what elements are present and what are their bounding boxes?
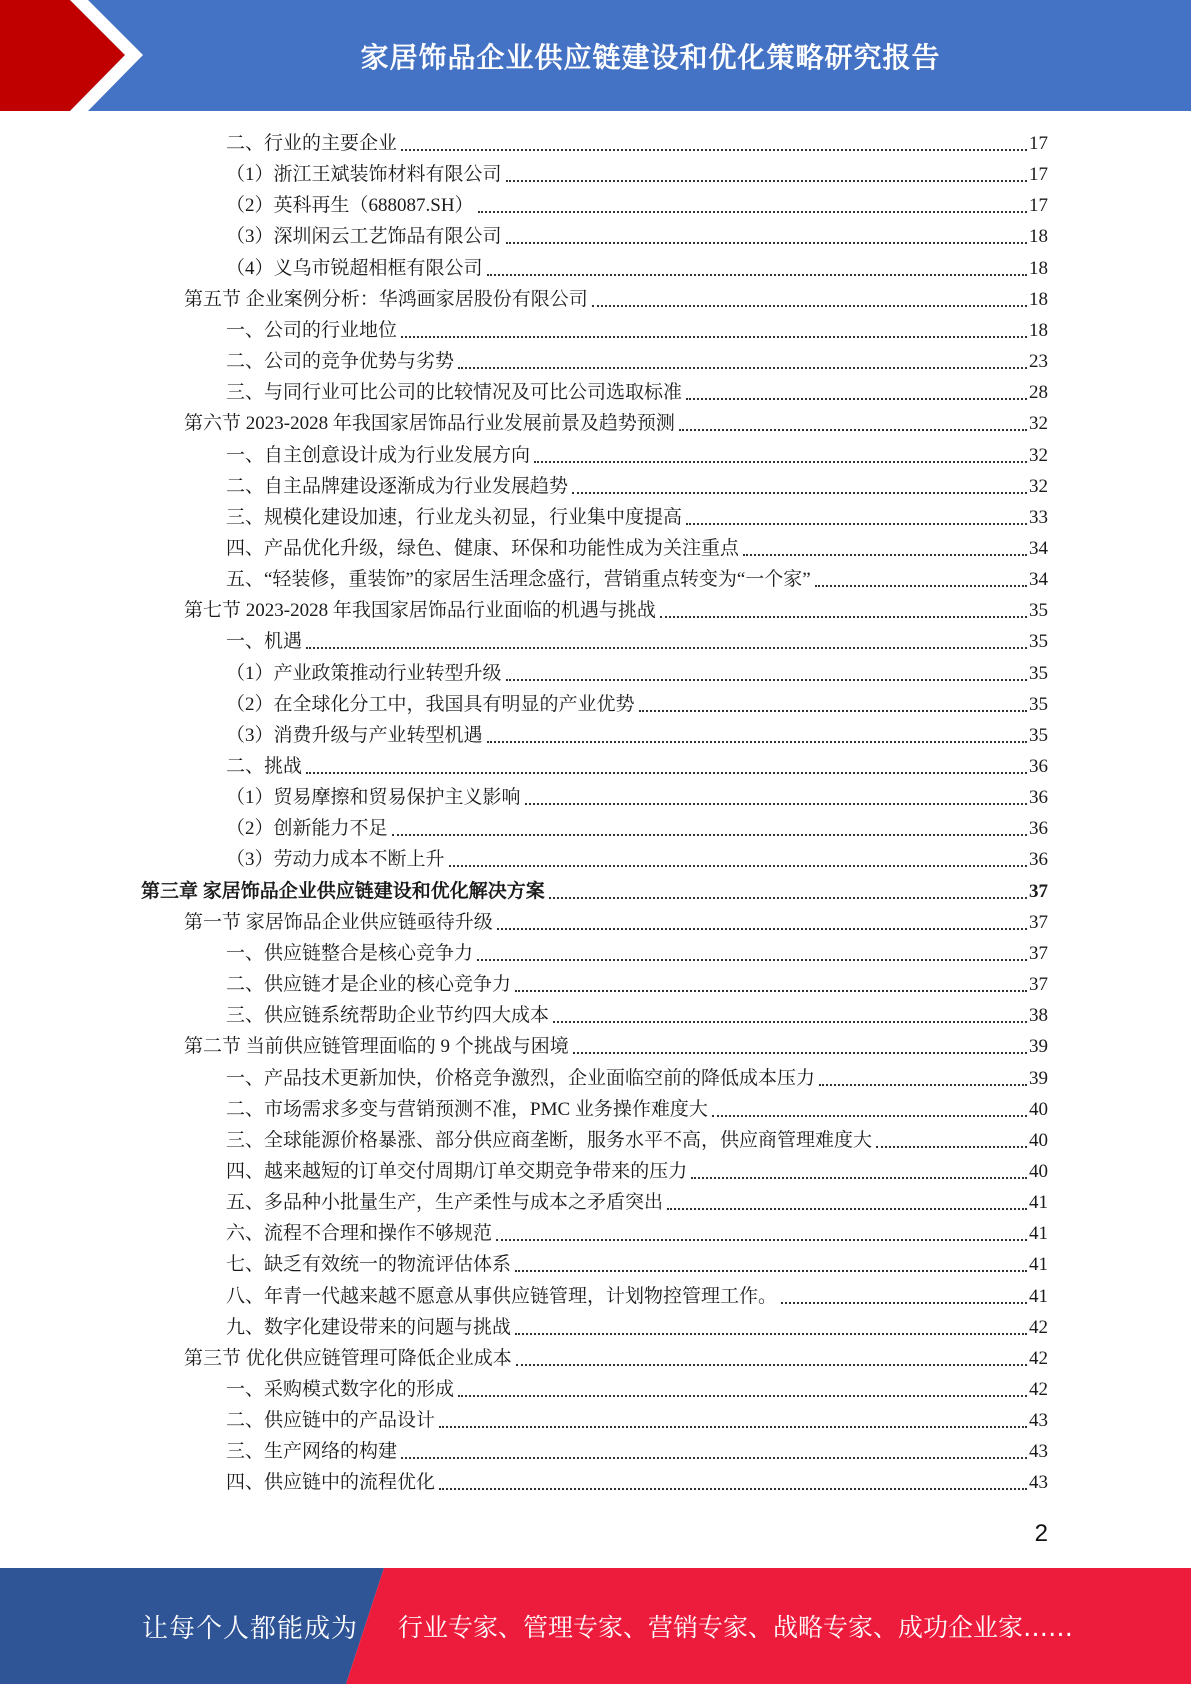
toc-entry[interactable] <box>226 502 1048 533</box>
toc-entry-label: 九、数字化建设带来的问题与挑战 <box>226 1316 512 1338</box>
toc-dot-leader <box>781 1301 1027 1304</box>
toc-entry[interactable] <box>226 1063 1048 1094</box>
toc-dot-leader <box>679 428 1027 431</box>
toc-dot-leader <box>573 1051 1027 1054</box>
toc-entry-label: 一、机遇 <box>226 631 303 653</box>
toc-entry[interactable] <box>226 1312 1048 1343</box>
toc-dot-leader <box>506 241 1027 244</box>
toc-entry-label: 第六节 2023-2028 年我国家居饰品行业发展前景及趋势预测 <box>184 413 675 435</box>
toc-entry-label: 二、自主品牌建设逐渐成为行业发展趋势 <box>226 475 569 497</box>
toc-entry-label: 一、采购模式数字化的形成 <box>226 1379 455 1400</box>
toc-entry[interactable] <box>226 1467 1048 1498</box>
toc-dot-leader <box>515 989 1027 992</box>
toc-dot-leader <box>592 304 1027 307</box>
toc-entry[interactable] <box>226 1218 1048 1249</box>
toc-entry-page: 35 <box>1029 693 1048 715</box>
toc-entry[interactable] <box>226 533 1048 564</box>
toc-entry[interactable] <box>226 377 1048 408</box>
toc-dot-leader <box>401 335 1027 338</box>
toc-entry-page: 32 <box>1029 444 1048 466</box>
toc-entry-page: 42 <box>1029 1316 1048 1338</box>
toc-dot-leader <box>401 148 1027 151</box>
toc-entry-label: 三、供应链系统帮助企业节约四大成本 <box>226 1005 550 1027</box>
toc-entry-page: 43 <box>1029 1441 1048 1463</box>
toc-entry-page: 17 <box>1029 195 1048 217</box>
toc-dot-leader <box>306 646 1027 649</box>
toc-entry-page: 39 <box>1029 1036 1048 1058</box>
footer-slogan-left: 让每个人都能成为 <box>142 1613 359 1644</box>
toc-dot-leader <box>686 397 1027 400</box>
toc-entry-page: 43 <box>1029 1410 1048 1432</box>
toc-dot-leader <box>712 1114 1027 1117</box>
toc-entry-page: 36 <box>1029 756 1048 777</box>
toc-entry-label: （2）创新能力不足 <box>226 818 388 840</box>
toc-entry-page: 18 <box>1029 257 1048 279</box>
toc-entry-page: 17 <box>1029 133 1048 154</box>
toc-entry-page: 34 <box>1029 569 1048 591</box>
toc-entry-label: （4）义乌市锐超相框有限公司 <box>226 257 483 279</box>
toc-entry-page: 37 <box>1029 911 1048 933</box>
toc-entry-page: 17 <box>1029 164 1048 186</box>
toc-entry[interactable] <box>226 564 1048 595</box>
toc-entry[interactable] <box>226 471 1048 502</box>
toc-entry-label: （1）贸易摩擦和贸易保护主义影响 <box>226 787 521 809</box>
toc-entry-label: 第五节 企业案例分析：华鸿画家居股份有限公司 <box>184 288 588 310</box>
toc-entry[interactable] <box>226 969 1048 1000</box>
toc-entry[interactable] <box>226 751 1048 782</box>
toc-entry-page: 35 <box>1029 600 1048 622</box>
toc-entry[interactable] <box>184 1031 1048 1062</box>
toc-entry[interactable] <box>226 1187 1048 1218</box>
toc-dot-leader <box>439 1425 1027 1428</box>
toc-entry[interactable] <box>226 1000 1048 1031</box>
toc-dot-leader <box>487 273 1027 276</box>
toc-entry[interactable] <box>184 408 1048 439</box>
page-header <box>0 0 1191 111</box>
toc-dot-leader <box>553 1020 1027 1023</box>
toc-entry[interactable] <box>226 1249 1048 1280</box>
toc-entry-label: 八、年青一代越来越不愿意从事供应链管理，计划物控管理工作。 <box>226 1285 778 1307</box>
toc-entry-label: 第一节 家居饰品企业供应链亟待升级 <box>184 911 493 933</box>
toc-dot-leader <box>439 1487 1027 1490</box>
toc-entry-label: （3）消费升级与产业转型机遇 <box>226 724 483 746</box>
toc-entry-label: 六、流程不合理和操作不够规范 <box>226 1223 493 1245</box>
toc-entry-page: 37 <box>1029 942 1048 964</box>
toc-dot-leader <box>497 927 1027 930</box>
toc-entry-page: 36 <box>1029 818 1048 840</box>
toc-entry-label: 第二节 当前供应链管理面临的 9 个挑战与困境 <box>184 1036 569 1058</box>
toc-dot-leader <box>572 491 1027 494</box>
toc-dot-leader <box>515 1269 1027 1272</box>
toc-entry-page: 36 <box>1029 849 1048 871</box>
toc-dot-leader <box>819 1083 1027 1086</box>
toc-entry-label: 四、越来越短的订单交付周期/订单交期竞争带来的压力 <box>226 1160 688 1182</box>
toc-dot-leader <box>691 1176 1027 1179</box>
toc-entry-label: （3）劳动力成本不断上升 <box>226 849 445 871</box>
toc-entry-page: 40 <box>1029 1129 1048 1151</box>
toc-entry[interactable] <box>226 253 1048 284</box>
toc-entry-label: 四、产品优化升级，绿色、健康、环保和功能性成为关注重点 <box>226 537 740 559</box>
toc-entry-label: 二、市场需求多变与营销预测不准，PMC 业务操作难度大 <box>226 1098 708 1120</box>
toc-entry-page: 40 <box>1029 1098 1048 1120</box>
toc-dot-leader <box>487 740 1027 743</box>
toc-entry-page: 41 <box>1029 1254 1048 1276</box>
toc-entry-page: 39 <box>1029 1067 1048 1089</box>
toc-dot-leader <box>639 709 1027 712</box>
toc-entry-label: 一、供应链整合是核心竞争力 <box>226 942 474 964</box>
toc-entry-label: 一、产品技术更新加快，价格竞争激烈，企业面临空前的降低成本压力 <box>226 1067 816 1089</box>
toc-entry-page: 35 <box>1029 631 1048 653</box>
toc-dot-leader <box>458 366 1027 369</box>
toc-entry-label: 第三章 家居饰品企业供应链建设和优化解决方案 <box>141 880 545 902</box>
toc-dot-leader <box>667 1207 1027 1210</box>
toc-entry-page: 43 <box>1029 1472 1048 1494</box>
toc-entry-label: 三、与同行业可比公司的比较情况及可比公司选取标准 <box>226 382 683 404</box>
toc-dot-leader <box>306 771 1027 774</box>
header-arrow-decoration <box>0 0 160 111</box>
toc-entry-label: 二、行业的主要企业 <box>226 133 398 154</box>
toc-entry-label: （1）产业政策推动行业转型升级 <box>226 662 502 684</box>
toc-entry-page: 34 <box>1029 537 1048 559</box>
toc-entry[interactable] <box>226 1436 1048 1467</box>
toc-entry-label: 二、挑战 <box>226 756 303 777</box>
toc-entry-label: 一、公司的行业地位 <box>226 319 398 341</box>
toc-entry[interactable] <box>226 782 1048 813</box>
toc-entry-page: 32 <box>1029 413 1048 435</box>
toc-dot-leader <box>478 210 1027 213</box>
toc-dot-leader <box>506 678 1027 681</box>
toc-entry-page: 41 <box>1029 1223 1048 1245</box>
toc-entry[interactable] <box>184 907 1048 938</box>
toc-entry[interactable] <box>226 128 1048 159</box>
toc-entry[interactable] <box>226 938 1048 969</box>
toc-entry[interactable] <box>226 159 1048 190</box>
toc-entry-label: 三、生产网络的构建 <box>226 1441 398 1463</box>
toc-entry-label: （2）在全球化分工中，我国具有明显的产业优势 <box>226 693 635 715</box>
toc-dot-leader <box>876 1145 1027 1148</box>
toc-entry[interactable] <box>226 221 1048 252</box>
footer-slogan-right: 行业专家、管理专家、营销专家、战略专家、成功企业家…… <box>398 1613 1074 1642</box>
toc-dot-leader <box>458 1394 1027 1397</box>
toc-entry-label: 五、“轻装修，重装饰”的家居生活理念盛行，营销重点转变为“一个家” <box>226 569 811 591</box>
toc-entry[interactable] <box>226 440 1048 471</box>
toc-entry-page: 42 <box>1029 1379 1048 1400</box>
page-footer <box>0 1568 1191 1684</box>
toc-entry-page: 36 <box>1029 787 1048 809</box>
toc-entry-page: 37 <box>1029 974 1048 996</box>
toc-entry-page: 42 <box>1029 1347 1048 1369</box>
toc-entry-label: （2）英科再生（688087.SH） <box>226 195 474 217</box>
toc-entry-page: 35 <box>1029 724 1048 746</box>
toc-dot-leader <box>815 584 1027 587</box>
toc-dot-leader <box>534 460 1027 463</box>
toc-dot-leader <box>449 864 1027 867</box>
toc-dot-leader <box>743 553 1027 556</box>
toc-entry[interactable] <box>226 1125 1048 1156</box>
toc-entry-label: 七、缺乏有效统一的物流评估体系 <box>226 1254 512 1276</box>
toc-dot-leader <box>516 1363 1027 1366</box>
toc-dot-leader <box>477 958 1027 961</box>
toc-entry-page: 28 <box>1029 382 1048 404</box>
toc-entry-label: 三、全球能源价格暴涨、部分供应商垄断，服务水平不高，供应商管理难度大 <box>226 1129 873 1151</box>
toc-entry-label: 二、供应链才是企业的核心竞争力 <box>226 974 512 996</box>
toc-entry[interactable] <box>226 844 1048 875</box>
toc-entry[interactable] <box>141 876 1048 907</box>
toc-entry[interactable] <box>226 346 1048 377</box>
toc-entry-label: 第三节 优化供应链管理可降低企业成本 <box>184 1347 512 1369</box>
toc-entry-label: 二、供应链中的产品设计 <box>226 1410 436 1432</box>
report-title: 家居饰品企业供应链建设和优化策略研究报告 <box>360 40 941 74</box>
toc-entry-label: （1）浙江王斌装饰材料有限公司 <box>226 164 502 186</box>
toc-entry-page: 35 <box>1029 662 1048 684</box>
toc-entry-label: 一、自主创意设计成为行业发展方向 <box>226 444 531 466</box>
toc-entry[interactable] <box>226 1405 1048 1436</box>
toc-entry-page: 18 <box>1029 319 1048 341</box>
toc-entry-label: 五、多品种小批量生产，生产柔性与成本之矛盾突出 <box>226 1192 664 1214</box>
toc-entry[interactable] <box>184 1343 1048 1374</box>
page-number: 2 <box>1034 1520 1048 1547</box>
toc-entry[interactable] <box>226 1374 1048 1405</box>
toc-entry-page: 41 <box>1029 1192 1048 1214</box>
toc-entry-page: 37 <box>1029 880 1048 902</box>
toc-dot-leader <box>506 179 1027 182</box>
toc-entry[interactable] <box>226 1281 1048 1312</box>
toc-entry-page: 18 <box>1029 226 1048 248</box>
toc-entry[interactable] <box>184 284 1048 315</box>
toc-dot-leader <box>515 1332 1027 1335</box>
toc-dot-leader <box>392 833 1027 836</box>
toc-entry[interactable] <box>226 813 1048 844</box>
toc-entry[interactable] <box>226 658 1048 689</box>
toc-dot-leader <box>525 802 1027 805</box>
toc-entry-page: 40 <box>1029 1160 1048 1182</box>
toc-entry-page: 18 <box>1029 288 1048 310</box>
toc-entry[interactable] <box>226 626 1048 657</box>
toc-entry[interactable] <box>226 720 1048 751</box>
toc-entry[interactable] <box>226 689 1048 720</box>
toc-entry[interactable] <box>226 1094 1048 1125</box>
toc-entry[interactable] <box>226 1156 1048 1187</box>
toc-entry-label: 四、供应链中的流程优化 <box>226 1472 436 1494</box>
toc-entry-page: 32 <box>1029 475 1048 497</box>
toc-entry[interactable] <box>226 315 1048 346</box>
toc-entry-page: 33 <box>1029 506 1048 528</box>
toc-dot-leader <box>660 615 1027 618</box>
toc-entry[interactable] <box>226 190 1048 221</box>
toc-dot-leader <box>401 1456 1027 1459</box>
toc-entry-page: 38 <box>1029 1005 1048 1027</box>
toc-dot-leader <box>686 522 1027 525</box>
toc-entry-label: （3）深圳闲云工艺饰品有限公司 <box>226 226 502 248</box>
toc-entry-label: 二、公司的竞争优势与劣势 <box>226 351 455 373</box>
toc-dot-leader <box>549 896 1027 899</box>
toc-dot-leader <box>496 1238 1027 1241</box>
toc-entry-page: 23 <box>1029 351 1048 373</box>
toc-entry[interactable] <box>184 595 1048 626</box>
toc-entry-label: 三、规模化建设加速，行业龙头初显，行业集中度提高 <box>226 506 683 528</box>
toc-entry-page: 41 <box>1029 1285 1048 1307</box>
toc-entry-label: 第七节 2023-2028 年我国家居饰品行业面临的机遇与挑战 <box>184 600 656 622</box>
